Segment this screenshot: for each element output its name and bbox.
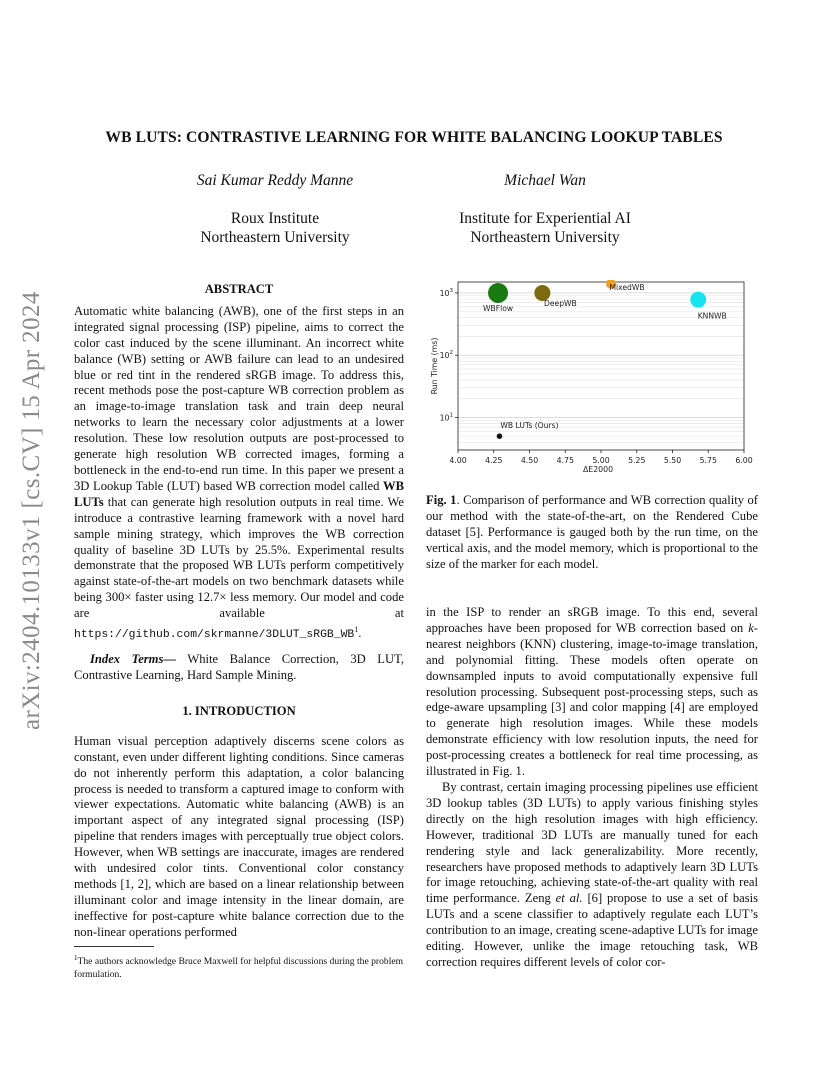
intro-heading: 1. INTRODUCTION: [182, 703, 296, 718]
author-1-affiliation: [150, 209, 400, 247]
index-terms: [74, 652, 404, 684]
abstract-text-a: Automatic white balancing (AWB), one of the first steps in an integrated signal processing (ISP) pipeline, aims to correct the color cast induced by the scene illuminant. An incorrect white balance (WB) setting or AWB failure can lead to an undesired blue or red tint in the rendered sRGB image. To address this, recent methods pose the post-capture WB correction problem as an image-to-image translation task and train deep neural networks to learn the necessary color adjustments at a lower resolution. These low resolution outputs are post-processed to generate high resolution WB corrected images, forming a bottleneck in the end-to-end run time. In this paper we present a 3D Lookup Table (LUT) based WB correction model called: [74, 303, 404, 493]
figure-caption-text: . Comparison of performance and WB correction quality of our method with the state-of-the-art, on the Rendered Cube dataset [5]. Performance is gauged both by the run time, on the vertical axis, and the model memory, which is proportional to the size of the marker for each model.: [426, 493, 758, 571]
intro-paragraph-1: Human visual perception adaptively discerns scene colors as constant, even under different lighting conditions. Since cameras do not inherently perform this adaptation, a color balancing process is needed to transform a captured image to conform with viewer expectations. Automatic white balancing (AWB) is an important aspect of any integrated signal processing (ISP) pipeline that renders images with perceptually true object colors. However, when WB settings are inaccurate, images are rendered with undesired color tints. Conventional color constancy methods [1, 2], which are based on a linear relationship between illuminant color and image intensity in the linear domain, are ineffective for post-capture white balance correction due to the non-linear operations performed: [74, 733, 404, 939]
x-tick-label: 5.50: [663, 456, 682, 465]
y-tick-label: $10^2$: [439, 350, 453, 361]
paper-title: WB LUTS: CONTRASTIVE LEARNING FOR WHITE BALANCING LOOKUP TABLES: [105, 129, 723, 146]
x-tick-label: 5.25: [628, 456, 646, 465]
left-column: [74, 282, 404, 941]
abstract-footnote-mark: 1: [354, 625, 359, 635]
y-tick-label: $10^3$: [439, 287, 453, 298]
abstract-text: [74, 304, 404, 644]
abstract-bold-model: WB LUTs: [74, 478, 404, 509]
figure-label: Fig. 1: [426, 493, 457, 507]
intro-para2-b: [6] propose to use a set of basis LUTs and a scene classifier to adaptively regulate each LUT’s contribution to an image, creating scene-adaptive LUTs for image editing. However, unlike the image retouching task, WB correction requires different levels of color cor-: [426, 891, 759, 969]
arxiv-watermark: arXiv:2404.10133v1 [cs.CV] 15 Apr 2024: [18, 291, 45, 730]
x-tick-label: 4.75: [556, 456, 574, 465]
data-point-wb-luts-ours-: [497, 433, 503, 439]
x-tick-label: 4.25: [485, 456, 503, 465]
x-tick-label: 4.50: [520, 456, 539, 465]
intro-cont-a: in the ISP to render an sRGB image. To this end, several approaches have been proposed for WB correction based on: [426, 605, 758, 635]
footnote-text: The authors acknowledge Bruce Maxwell for helpful discussions during the problem formulation.: [74, 956, 404, 980]
intro-cont-b: -nearest neighbors (KNN) clustering, image-to-image translation, and polynomial fitting. These models often operate on downsampled inputs to avoid computationally expensive full resolution processing. Subsequent post-processing steps, such as edge-aware upsampling [3] and color mapping [4] are employed to generate high resolution images. While these models demonstrate efficiency with low resolution inputs, the need for post-processing creates a bottleneck for real time processing, as illustrated in Fig. 1.: [426, 620, 758, 779]
author-2-affil-line1: Institute for Experiential AI: [459, 210, 631, 227]
intro-paragraph-1-cont: [426, 605, 758, 780]
index-terms-label: Index Terms—: [90, 652, 176, 667]
author-1-affil-line1: Roux Institute: [230, 210, 320, 227]
x-axis-label: ΔE2000: [582, 465, 614, 474]
author-2-affiliation: [420, 209, 670, 247]
x-tick-label: 5.00: [592, 456, 610, 465]
footnote: [74, 952, 404, 981]
y-axis-label: Run Time (ms): [430, 337, 439, 395]
y-tick-label: $10^1$: [439, 412, 453, 423]
author-1-affil-line2: Northeastern University: [200, 229, 350, 246]
data-label: KNNWB: [697, 311, 727, 321]
footnote-rule: [74, 946, 154, 947]
data-point-knnwb: [690, 292, 706, 308]
abstract-text-b: that can generate high resolution outputs in real time. We introduce a contrastive learning framework with a novel hard sample mining strategy, which improves the WB correction quality of baseline 3D LUTs by 25.5%. Experimental results demonstrate that the proposed WB LUTs perform competitively against state-of-the-art models on two benchmark datasets while being 300× faster using 12.7× less memory. Our model and code are available at: [74, 494, 404, 621]
data-label: WB LUTs (Ours): [500, 421, 559, 431]
footnote-mark: 1: [74, 954, 78, 962]
index-terms-text: White Balance Correction, 3D LUT, Contrastive Learning, Hard Sample Mining.: [74, 652, 404, 683]
x-tick-label: 6.00: [735, 456, 753, 465]
data-point-wbflow: [488, 283, 508, 303]
author-2-name: Michael Wan: [504, 172, 586, 189]
figure-caption: [426, 493, 758, 573]
right-column: [426, 605, 758, 971]
author-2-affil-line2: Northeastern University: [470, 229, 620, 246]
code-url-link[interactable]: https://github.com/skrmanne/3DLUT_sRGB_WB: [74, 629, 355, 642]
author-1-name: Sai Kumar Reddy Manne: [196, 172, 354, 189]
intro-para2-etal: et al.: [555, 891, 583, 906]
data-label: DeepWB: [544, 298, 577, 308]
runtime-scatter-chart: [426, 280, 758, 480]
x-tick-label: 4.00: [449, 456, 467, 465]
data-label: MixedWB: [609, 282, 645, 292]
intro-cont-k: k: [748, 620, 754, 635]
abstract-end: .: [358, 626, 362, 641]
intro-paragraph-2: [426, 780, 758, 971]
data-label: WBFlow: [483, 303, 514, 313]
intro-para2-a: By contrast, certain imaging processing pipelines use efficient 3D lookup tables (3D LUTs) to apply various finishing styles directly on the high resolution images with high efficiency. However, traditional 3D LUTs are manually tuned for each rendering style and lack generalizability. More recently, researchers have proposed methods to adaptively learn 3D LUTs for image retouching, achieving state-of-the-art quality with real time performance. Zeng: [426, 779, 758, 906]
abstract-heading: ABSTRACT: [204, 282, 274, 296]
x-tick-label: 5.75: [699, 456, 717, 465]
